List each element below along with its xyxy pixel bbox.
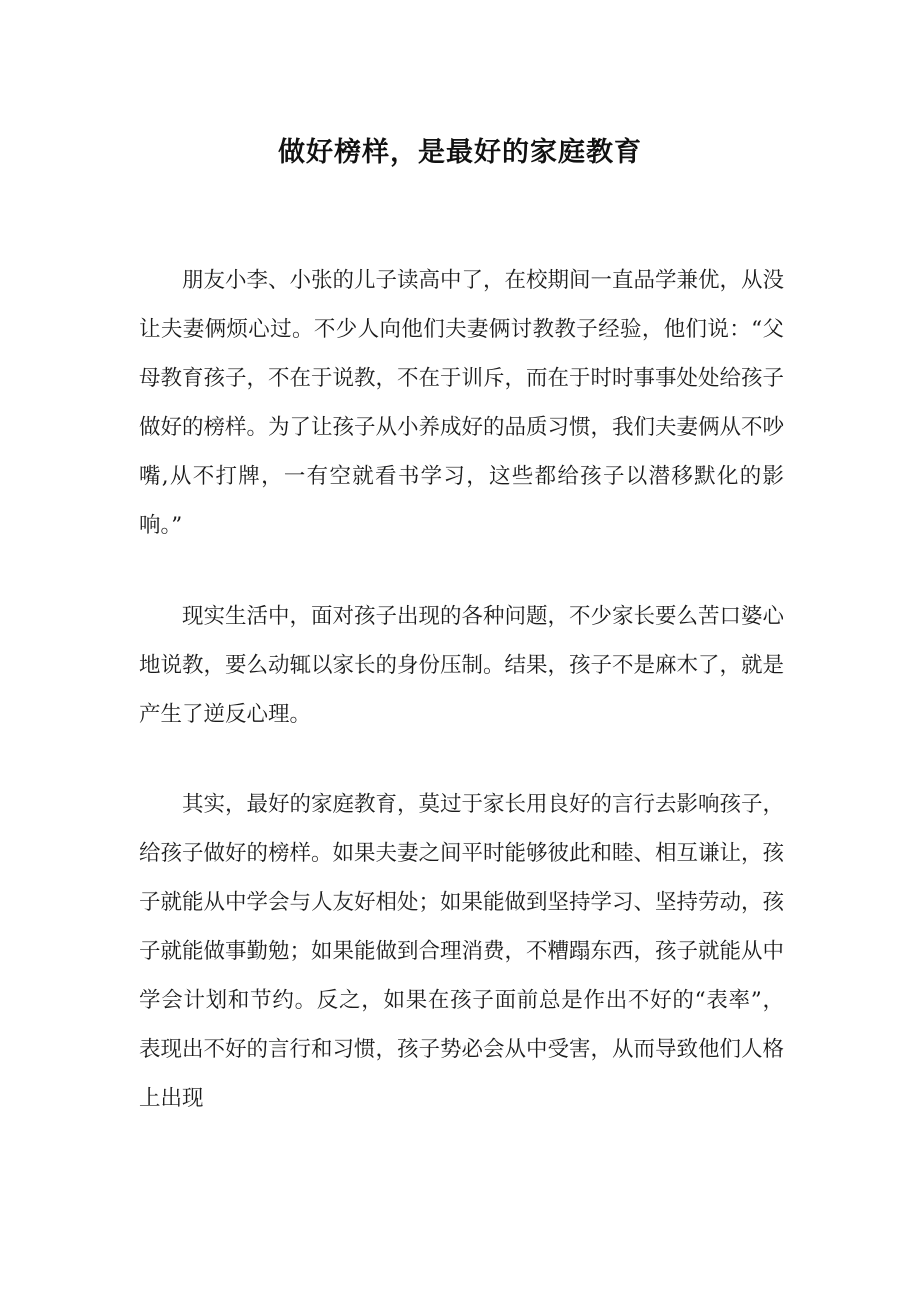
paragraph-3: 其实，最好的家庭教育，莫过于家长用良好的言行去影响孩子，给孩子做好的榜样。如果夫妻之间平时能够彼此和睦、相互谦让，孩子就能从中学会与人友好相处；如果能做到坚持学习、坚持劳动，孩子就能做事勤勉；如果能做到合理消费，不糟蹋东西，孩子就能从中学会计划和节约。反之，如果在孩子面前总是作出不好的“表率”，表现出不好的言行和习惯，孩子势必会从中受害，从而导致他们人格上出现 bbox=[139, 792, 785, 1111]
document-title: 做好榜样，是最好的家庭教育 bbox=[278, 137, 642, 168]
paragraph-1: 朋友小李、小张的儿子读高中了，在校期间一直品学兼优，从没让夫妻俩烦心过。不少人向他们夫妻俩讨教教子经验，他们说：“父母教育孩子，不在于说教，不在于训斥，而在于时时事事处处给孩子做好的榜样。为了让孩子从小养成好的品质习惯，我们夫妻俩从不吵嘴,从不打牌，一有空就看书学习，这些都给孩子以潜移默化的影响。” bbox=[139, 268, 785, 538]
paragraph-2: 现实生活中，面对孩子出现的各种问题，不少家长要么苦口婆心地说教，要么动辄以家长的身份压制。结果，孩子不是麻木了，就是产生了逆反心理。 bbox=[139, 604, 785, 727]
